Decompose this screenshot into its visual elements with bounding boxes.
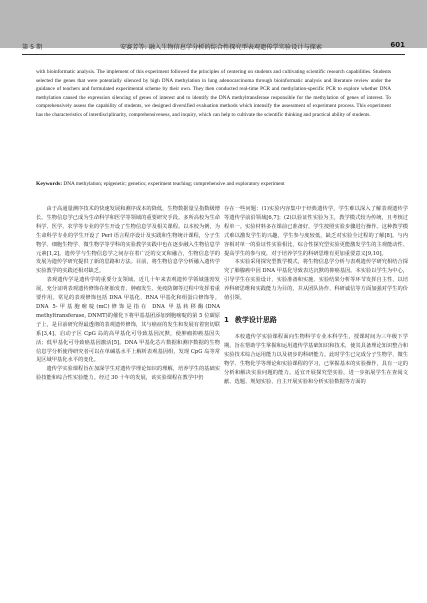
- paragraph: 表观遗传学是遗传学的重要分支领域。近几十年来表观遗传学领域蓬勃发展，充分证明表观遗传修饰在胚胎发育、肿瘤发生、免疫防御等过程中发挥着重要作用。常见的表观修饰包括 DNA 甲基化、RNA 甲基化和组蛋白修饰等。DNA 5-甲基胞嘧啶(mC)修饰是指在 DNA 甲基转移酶(DNA methyltransferase, DNMT)的催化下将甲基基团添加到胞嘧啶的第 5 位碳原子上，是目前研究得最透彻的表观遗传修饰，其与癌症的发生和发展有着密切联系[3,4]。启动子区 CpG 岛的高甲基化可导致基因沉默，使肿瘤抑癌基因失活；低甲基化可导致癌基因激活[5]。DNA 甲基化芯片数据和测序数据的生物信息学分析使得研究者可以在单碱基水平上解析表观基因组，发现 CpG 岛等常见区域甲基化水平的变化。: [36, 277, 220, 364]
- page-number: 601: [390, 41, 405, 49]
- paragraph: 存在一些问题：(1)实验内容集中于经典遗传学，学生难以深入了解表观遗传学等遗传学前沿领域[6,7]；(2)以验证性实验为主，教学模式较为传统，且考核过程单一。实验材料多在课前已准备好，学生按照实验步骤进行操作。这种教学模式难以激发学生的兴趣，学生参与度较低，缺乏对实验全过程的了解[8]。与内容相对单一的验证性实验相比，综合性探究型实验更能激发学生的主观能动性、提高学生的参与度，对于培养学生的科研思维有更加重要意义[9,10]。: [224, 206, 408, 257]
- keywords-text: DNA methylation; epigenetic; genetics; experiment teaching; comprehensive and exploratory experiment: [63, 181, 285, 187]
- running-header: [22, 40, 405, 52]
- section-heading: [224, 315, 408, 325]
- paragraph: 遗传学实验课程旨在加深学生对遗传学理论知识的理解，培养学生的基础实验技能和综合性实验能力。经过 30 十年的发展，该实验课程在教学中仍: [36, 366, 220, 382]
- paragraph: 本实验采用探究型教学模式，将生物信息学分析与表观遗传学研究相结合探究了肺腺癌中因 DNA 甲基化导致表达沉默的抑癌基因。本实验以学生为中心，引导学生在实验设计、实验准备和实施、实验结果分析等环节发挥自主性，以培养科研思维和实践能力为目的，并从团队协作、科研诚信等方面加强对学生的价值引领。: [224, 259, 408, 302]
- header-rule: [22, 54, 405, 55]
- paragraph: 本校遗传学实验课程面向生物科学专业本科学生，授课时间为三年级下学期，旨在帮助学生掌握和运用遗传学基础知识和技术，使其具备理论知识整合和实验技术综合运用能力以及初步的科研能力。此时学生已完成分子生物学、微生物学、生物化学等理论和实验课程的学习，已掌握基本的实验操作，具有一定的分析和解决实验问题的能力。适宜开展探究型实验，进一步拓展学生在查阅文献、选题、规划实验、自主开展实验和分析实验数据等方面的: [224, 333, 408, 385]
- abstract-text: with bioinformatic analysis. The implement of this experiment followed the principles of centering on students and cultivating scientific research capabilities. Students selected the genes that were potentially silenced by high DNA methylation in lung adenocarcinoma through bioinformatic analysis and literature review under the guidance of teachers and formulated experimental scheme by their own. They then conducted real-time PCR and methylation-specific PCR to explore whether DNA methylation caused the expression silencing of genes of interest and to identify the DNA methyltransferase responsible for the methylation of genes of interest. To comprehensively assess the capability of students, we designed diversified evaluation methods which intensify the assessment of experiment process. This experiment has the characteristics of interdisciplinarity, comprehensiveness, and inquiry, which can help to cultivate the scientific thinking and practical ability of students.: [36, 69, 391, 118]
- keywords-label: Keywords:: [36, 181, 63, 187]
- paragraph: 由于高通量测序技术的快速发展和测序成本的降低，生物数据量呈指数级增长。生物信息学已成为生命科学和医学等领域的重要研究手段。多所高校为生命科学、医学、农学等专业的学生开设了生物信息学及相关课程。以本校为例，为生命科学专业的学生开设了 Perl 语言程序设计及实践和生物统计课程，分子生物学、细胞生物学、微生物学等学科的实验教学实践中也在逐步融入生物信息学元素[1,2]。遗传学与生物信息学之间存在着广泛的交叉和融合，生物信息学的发展为遗传学研究提供了新的思路和方法。目前，将生物信息学分析融入遗传学实验教学的实践还相对缺乏。: [36, 206, 220, 275]
- section-number: 1: [224, 315, 229, 324]
- keywords: [36, 180, 391, 188]
- section-title: 教学设计思路: [234, 315, 277, 324]
- running-title: 安赛芳等: 融入生物信息学分析的综合性探究型表观遗传学实验设计与探索: [119, 44, 323, 51]
- left-column: [36, 205, 220, 383]
- issue-number: 第 5 期: [22, 44, 43, 51]
- right-column: [224, 205, 408, 386]
